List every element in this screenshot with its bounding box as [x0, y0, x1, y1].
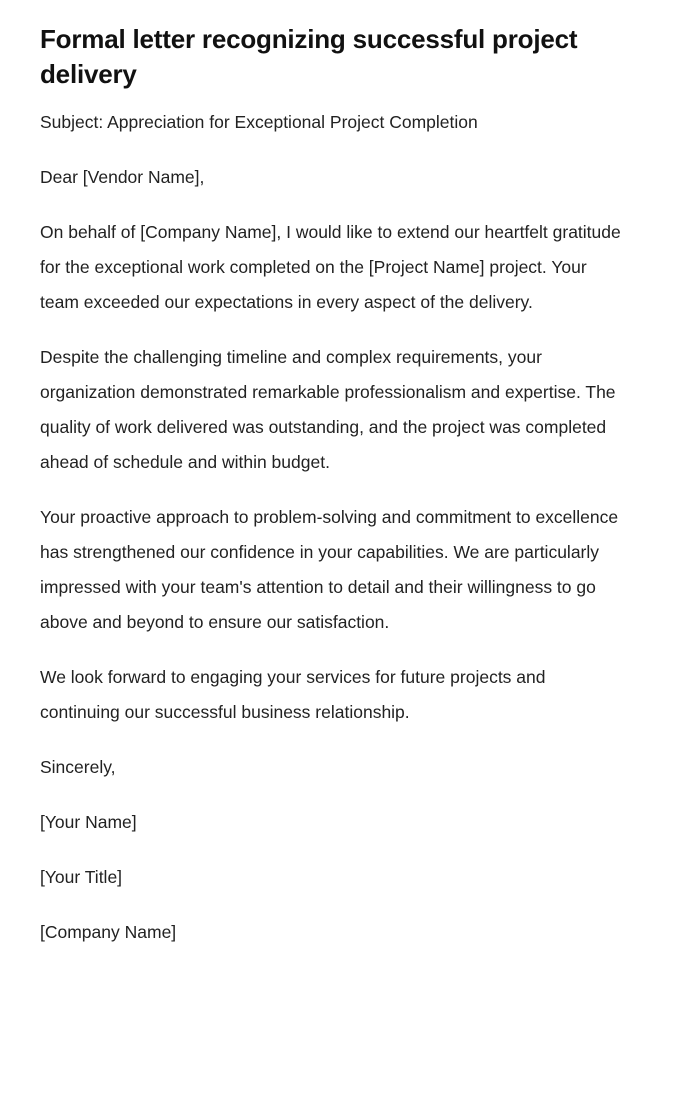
- signature-name: [Your Name]: [40, 812, 137, 833]
- signature-title: [Your Title]: [40, 867, 123, 888]
- page-title: Formal letter recognizing successful project delivery: [40, 24, 578, 89]
- signature-company: [Company Name]: [40, 922, 177, 943]
- paragraph-body-2: Despite the challenging timeline and complex requirements, your organization demonstrated remarkable professionalism and expertise. The quality of work delivered was outstanding, and the project was completed ahead of schedule and within budget.: [40, 347, 616, 473]
- paragraph-body-4: We look forward to engaging your services for future projects and continuing our successful business relationship.: [40, 667, 546, 723]
- paragraph-salutation: Dear [Vendor Name],: [40, 167, 205, 188]
- paragraph-body-1: On behalf of [Company Name], I would like to extend our heartfelt gratitude for the exceptional work completed on the [Project Name] project. Your team exceeded our expectations in every aspect of the delivery.: [40, 222, 621, 313]
- paragraph-body-3: Your proactive approach to problem-solving and commitment to excellence has strengthened our confidence in your capabilities. We are particularly impressed with your team's attention to detail and their willingness to go above and beyond to ensure our satisfaction.: [40, 507, 619, 633]
- paragraph-subject: Subject: Appreciation for Exceptional Project Completion: [40, 112, 478, 133]
- paragraph-closing: Sincerely,: [40, 757, 116, 778]
